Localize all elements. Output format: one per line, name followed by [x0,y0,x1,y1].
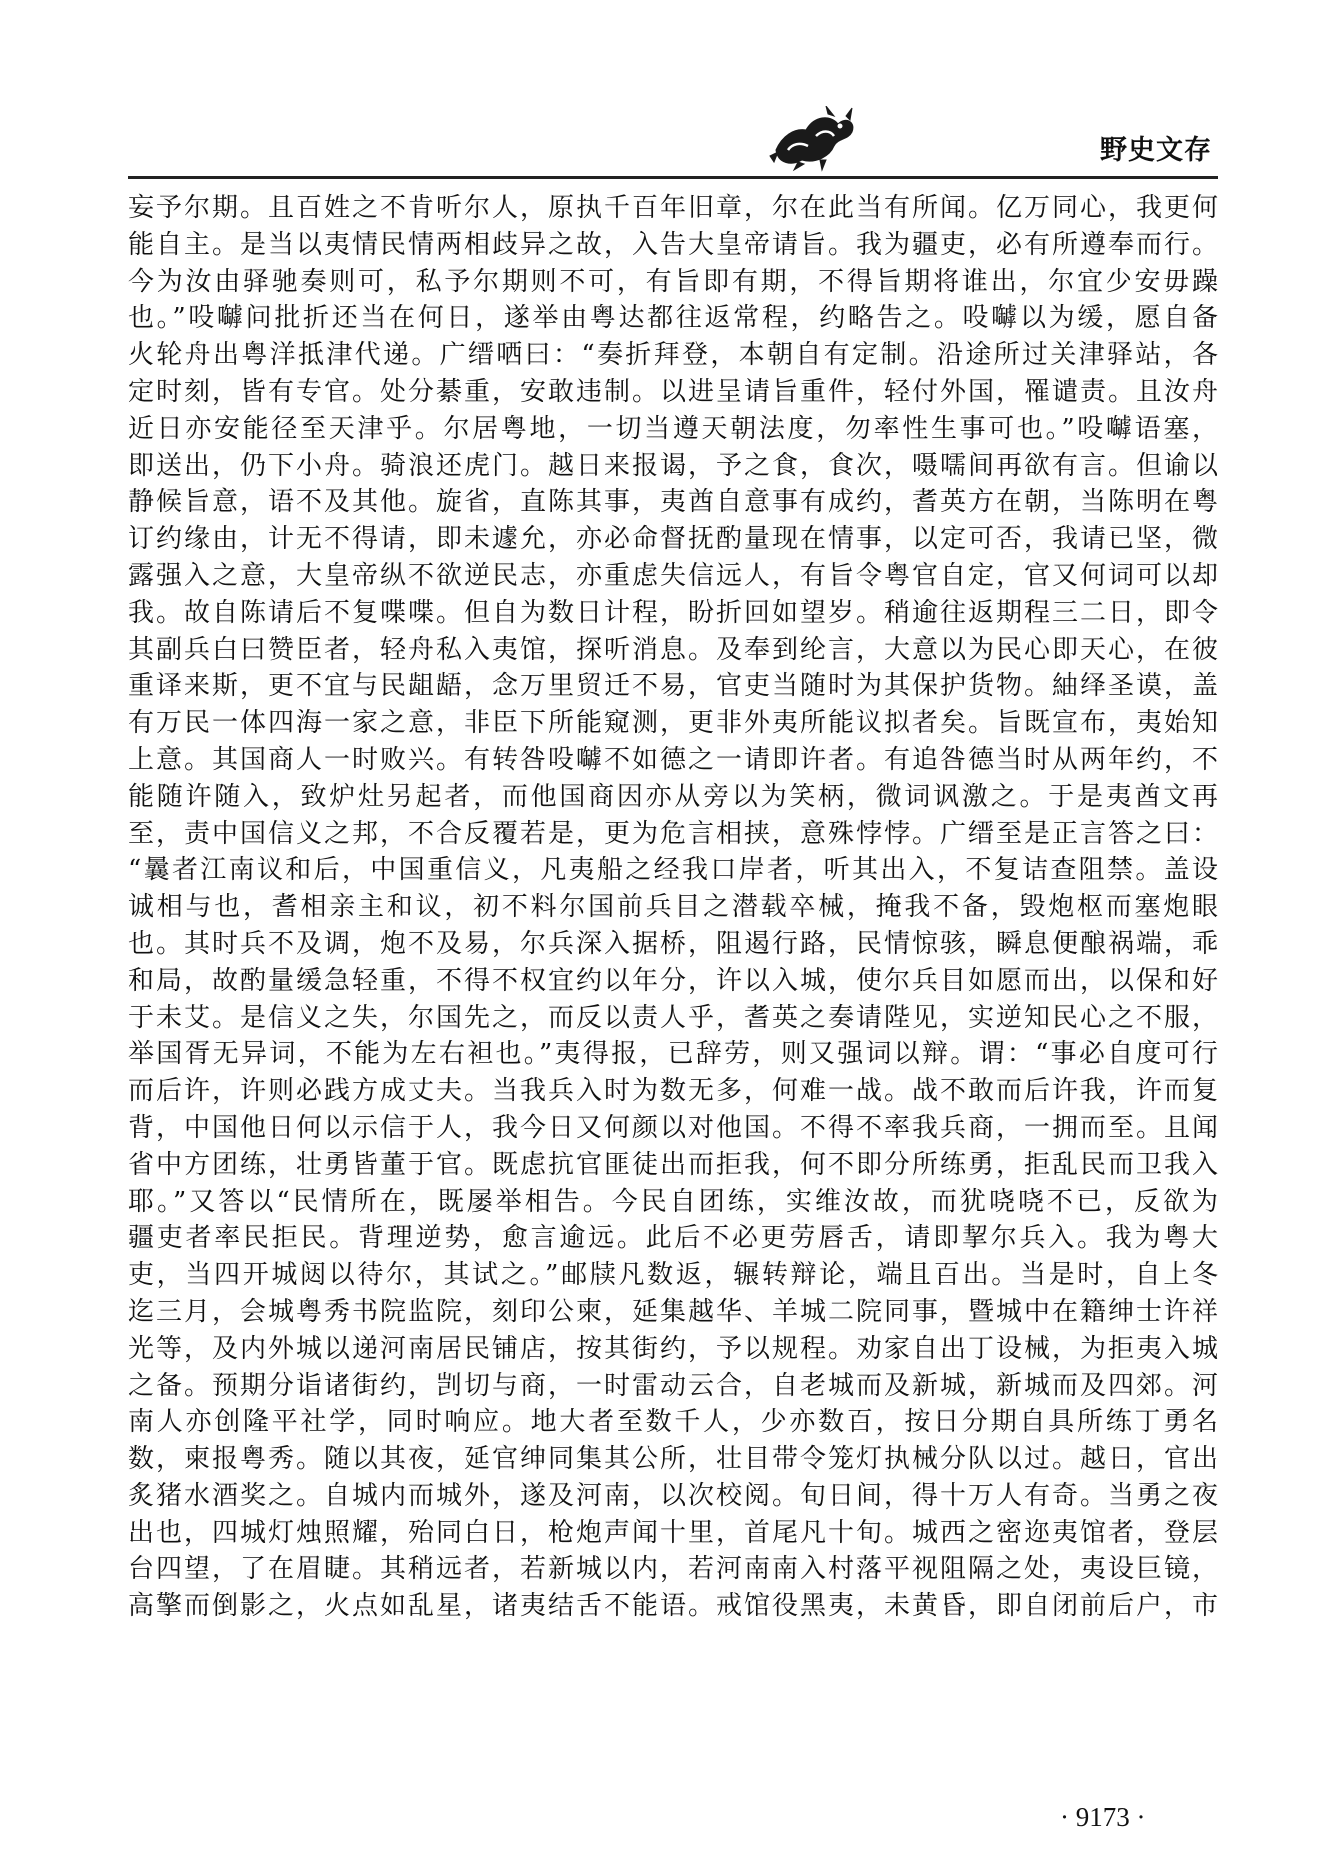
text-line: 高擎而倒影之，火点如乱星，诸夷结舌不能语。戒馆役黑夷，未黄昏，即自闭前后户，市 [128,1591,1218,1622]
text-line: 能自主。是当以夷情民情两相歧异之故，入告大皇帝请旨。我为疆吏，必有所遵奉而行。 [128,229,1218,260]
text-line: 省中方团练，壮勇皆董于官。既虑抗官匪徒出而拒我，何不即分所练勇，拒乱民而卫我入 [128,1149,1218,1180]
text-line: 之备。预期分诣诸街约，剀切与商，一时雷动云合，自老城而及新城，新城而及四郊。河 [128,1370,1218,1401]
text-line: 疆吏者率民拒民。背理逆势，愈言逾远。此后不必更劳唇舌，请即挈尔兵入。我为粤大 [128,1223,1218,1254]
text-line: 吏，当四开城闼以待尔，其试之。”邮牍凡数返，辗转辩论，端且百出。当是时，自上冬 [128,1260,1218,1291]
text-line: 静候旨意，语不及其他。旋省，直陈其事，夷酋自意事有成约，耆英方在朝，当陈明在粤 [128,487,1218,518]
page-header [0,0,1322,180]
text-line: 也。其时兵不及调，炮不及易，尔兵深入据桥，阻遏行路，民情惊骇，瞬息便酿祸端，乖 [128,928,1218,959]
text-line: 即送出，仍下小舟。骑浪还虎门。越日来报谒，予之食，食次，嗫嚅间再欲有言。但谕以 [128,450,1218,481]
text-line: 其副兵白曰赞臣者，轻舟私入夷馆，探听消息。及奉到纶言，大意以为民心即天心，在彼 [128,634,1218,665]
text-line: 数，柬报粤秀。随以其夜，延官绅同集其公所，壮目带令笼灯执械分队以过。越日，官出 [128,1444,1218,1475]
text-line: 和局，故酌量缓急轻重，不得不权宜约以年分，许以入城，使尔兵目如愿而出，以保和好 [128,965,1218,996]
text-line: 耶。”又答以“民情所在，既屡举相告。今民自团练，实维汝故，而犹哓哓不已，反欲为 [128,1186,1218,1217]
page-footer [0,1790,1322,1840]
text-line: 而后许，许则必践方成丈夫。当我兵入时为数无多，何难一战。战不敢而后许我，许而复 [128,1076,1218,1107]
text-line: 也。”吺嚹问批折还当在何日，遂举由粤达都往返常程，约略告之。吺嚹以为缓，愿自备 [128,303,1218,334]
running-header-title: 野史文存 [1100,135,1212,166]
text-line: 出也，四城灯烛照耀，殆同白日，枪炮声闻十里，首尾凡十旬。城西之密迩夷馆者，登层 [128,1517,1218,1548]
text-line: 迄三月，会城粤秀书院监院，刻印公柬，延集越华、羊城二院同事，暨城中在籍绅士许祥 [128,1296,1218,1327]
text-line: 诚相与也，耆相亲主和议，初不料尔国前兵目之潜载卒械，掩我不备，毁炮枢而塞炮眼 [128,892,1218,923]
text-line: 订约缘由，计无不得请，即未遽允，亦必命督抚酌量现在情事，以定可否，我请已坚，微 [128,524,1218,555]
text-line: 举国胥无异词，不能为左右袒也。”夷得报，已辞劳，则又强词以辩。谓：“事必自度可行 [128,1039,1218,1070]
text-line: 背，中国他日何以示信于人，我今日又何颜以对他国。不得不率我兵商，一拥而至。且闻 [128,1112,1218,1143]
text-line: 定时刻，皆有专官。处分綦重，安敢违制。以进呈请旨重件，轻付外国，罹谴责。且汝舟 [128,376,1218,407]
text-line: “曩者江南议和后，中国重信义，凡夷船之经我口岸者，听其出入，不复诘查阻禁。盖设 [128,855,1218,886]
text-line: 至，责中国信义之邦，不合反覆若是，更为危言相挟，意殊悖悖。广缙至是正言答之曰： [128,818,1218,849]
page-number: · 9173 · [1060,1802,1146,1832]
text-line: 火轮舟出粤洋抵津代递。广缙哂曰：“奏折拜登，本朝自有定制。沿途所过关津驿站，各 [128,340,1218,371]
text-line: 能随许随入，致炉灶另起者，而他国商因亦从旁以为笑柄，微词讽激之。于是夷酋文再 [128,781,1218,812]
text-line: 重译来斯，更不宜与民龃龉，念万里贸迁不易，官吏当随时为其保护货物。紬绎圣谟，盖 [128,671,1218,702]
text-line: 于未艾。是信义之失，尔国先之，而反以责人乎，耆英之奏请陛见，实逆知民心之不服， [128,1002,1218,1033]
text-line: 露强入之意，大皇帝纵不欲逆民志，亦重虑失信远人，有旨令粤官自定，官又何词可以却 [128,560,1218,591]
body-text [128,190,1218,1625]
text-line: 上意。其国商人一时败兴。有转咎吺嚹不如德之一请即许者。有追咎德当时从两年约，不 [128,744,1218,775]
text-line: 今为汝由驿驰奏则可，私予尔期则不可，有旨即有期，不得旨期将谁出，尔宜少安毋躁 [128,266,1218,297]
text-line: 有万民一体四海一家之意，非臣下所能窥测，更非外夷所能议拟者矣。旨既宣布，夷始知 [128,708,1218,739]
text-line: 光等，及内外城以递河南居民铺店，按其街约，予以规程。劝家自出丁设械，为拒夷入城 [128,1333,1218,1364]
text-line: 近日亦安能径至天津乎。尔居粤地，一切当遵天朝法度，勿率性生事可也。”吺嚹语塞， [128,413,1218,444]
dragon-emblem-icon [768,106,858,172]
text-line: 妄予尔期。且百姓之不肯听尔人，原执千百年旧章，尔在此当有所闻。亿万同心，我更何 [128,193,1218,223]
header-divider [128,176,1218,179]
text-line: 我。故自陈请后不复喋喋。但自为数日计程，盼折回如望岁。稍逾往返期程三二日，即令 [128,597,1218,628]
text-line: 台四望，了在眉睫。其稍远者，若新城以内，若河南南入村落平视阻隔之处，夷设巨镜， [128,1554,1218,1585]
text-line: 炙猪水酒奖之。自城内而城外，遂及河南，以次校阅。旬日间，得十万人有奇。当勇之夜 [128,1480,1218,1511]
text-line: 南人亦创隆平社学，同时响应。地大者至数千人，少亦数百，按日分期自具所练丁勇名 [128,1407,1218,1438]
